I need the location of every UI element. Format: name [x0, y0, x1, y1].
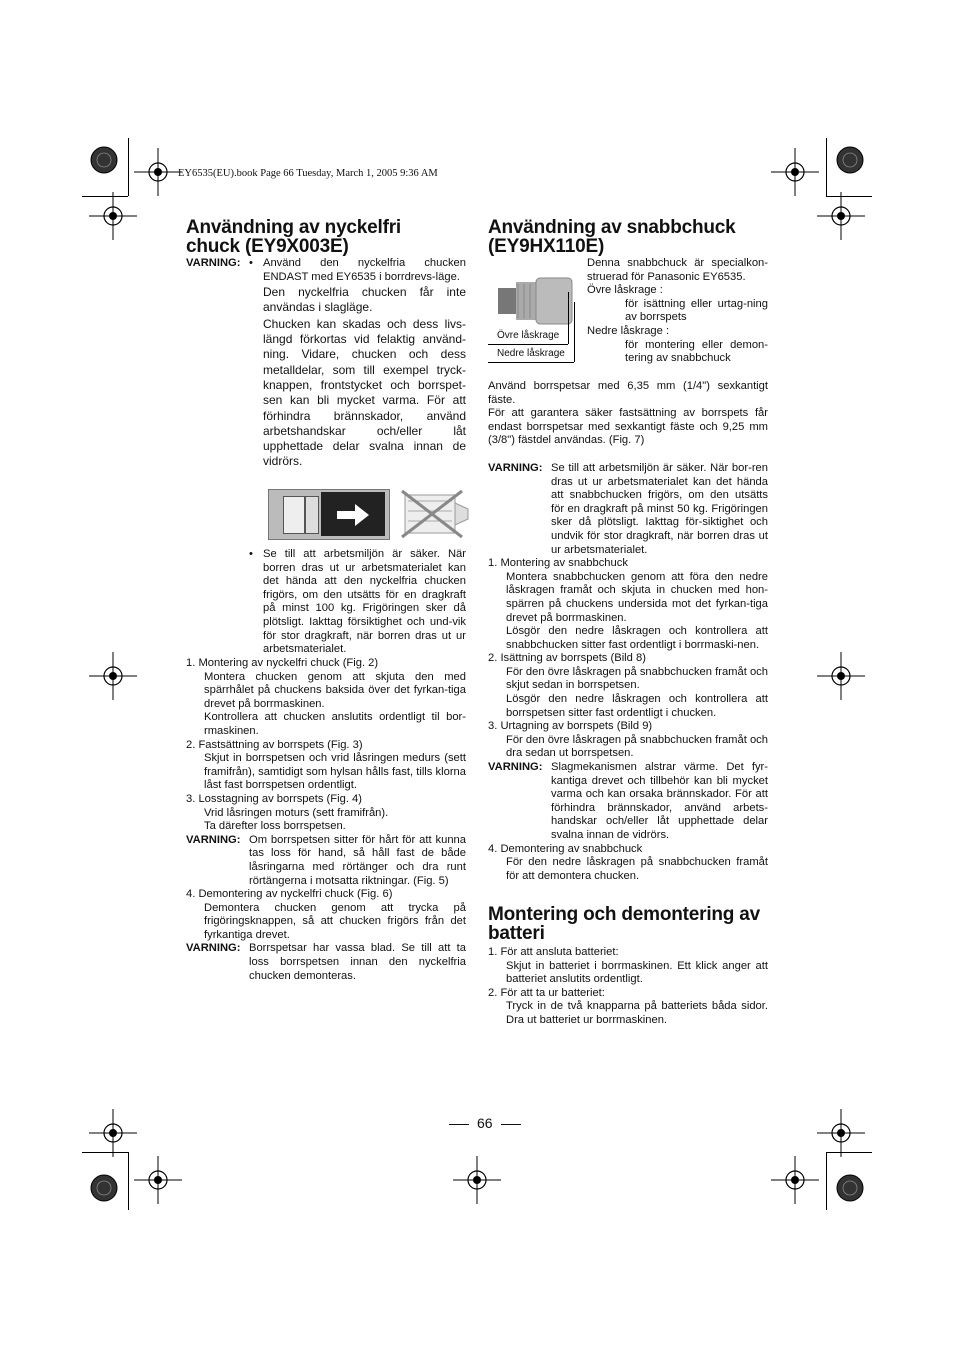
title-line: (EY9HX110E)	[488, 236, 605, 257]
mode-figure	[268, 489, 390, 540]
step-text: Lösgör den nedre låskragen och kontrollera att snabbchucken sitter fast ordentligt i borrmaski-nen.	[506, 625, 768, 651]
page-number-text: 66	[477, 1115, 493, 1131]
left-bullet2	[249, 548, 466, 657]
warning-text: Den nyckelfria chucken får inte användas i slagläge.	[263, 285, 466, 315]
step-text: Montera snabbchucken genom att föra den nedre låskragen framåt och skjuta in chucken med hon-spärren på chuckens undersida mot det fyrkan-tiga drevet på borrmaskinen.	[506, 570, 768, 624]
dash	[501, 1124, 521, 1125]
step-title: 2. Fastsättning av borrspets (Fig. 3)	[186, 738, 363, 751]
right-section-title	[488, 218, 788, 256]
fig-label-upper: Övre låskrage	[497, 330, 560, 341]
chuck-intro	[587, 257, 768, 366]
step-text: Skjut in borrspetsen och vrid låsringen medurs (sett framifrån), samtidigt som hylsan hålls fast, tills klorna låst fast borrspetsen ordentligt.	[204, 752, 466, 792]
step-text: Demontera chucken genom att trycka på frigöringsknappen, så att chucken frigörs från det fyrkantiga drevet.	[204, 901, 466, 941]
step-text: För den nedre låskragen på snabbchucken framåt för att demontera chucken.	[506, 856, 768, 882]
step-text: För den övre låskragen på snabbchucken framåt och skjut sedan in borrspetsen.	[506, 665, 768, 692]
left-warning-block	[186, 257, 466, 470]
page-number	[441, 1115, 529, 1131]
warning-text: Chucken kan skadas och dess livs-längd förkortas vid felaktig använd-ning. Vidare, chucken och dess metalldelar, som till exempel tryck-knappen, frontstycket och borrspet-sen kan bli mycket varma. För att förhindra brännskador, använd arbetshandskar och/eller låt upphettade delar svalna innan de vidrörs.	[263, 316, 466, 469]
para: För att garantera säker fastsättning av borrspets får endast borrspetsar med sexkantigt fäste och 9,25 mm (3/8") fästdel användas. (Fig. 7)	[488, 407, 768, 447]
arrow-right-icon	[335, 502, 371, 528]
battery-steps	[488, 946, 768, 1028]
para: Använd borrspetsar med 6,35 mm (1/4") sexkantigt fäste.	[488, 380, 768, 406]
step-title: 2. För att ta ur batteriet:	[488, 986, 605, 999]
dash	[449, 1124, 469, 1125]
fig-label-lower: Nedre låskrage	[497, 348, 565, 359]
bullet-glyph: •	[249, 548, 253, 560]
right-body	[488, 380, 768, 883]
step-title: 4. Demontering av nyckelfri chuck (Fig. 6)	[186, 888, 393, 901]
step-text: Montera chucken genom att skjuta den med spärrhålet på chuckens baksida över det fyrkan-tiga drevet på borrmaskinen.	[204, 670, 466, 710]
warning-label: VARNING:	[488, 761, 543, 774]
step-title: 4. Demontering av snabbchuck	[488, 842, 643, 855]
crossed-impact-icon	[400, 489, 472, 539]
chuck-illustration	[496, 270, 576, 330]
title-line: batteri	[488, 923, 545, 944]
warning-label: VARNING:	[186, 942, 241, 955]
left-steps	[186, 657, 466, 983]
title-line: chuck (EY9X003E)	[186, 236, 349, 257]
upper-label: Övre låskrage :	[587, 284, 663, 297]
step-text: Skjut in batteriet i borrmaskinen. Ett klick anger att batteriet anslutits ordentligt.	[506, 959, 768, 986]
step-title: 2. Isättning av borrspets (Bild 8)	[488, 652, 646, 665]
bullet-text: Se till att arbetsmiljön är säker. När borren dras ut ur arbetsmaterialet kan det hända att den nyckelfria chucken frigörs, om den utsätts för en dragkraft på minst 100 kg. Frigöringen sker då plötsligt. Iakttag försiktighet och und-vik för stor dragkraft, när borren dras ut ur arbetsmaterialet.	[263, 548, 466, 656]
fig-leader	[568, 292, 569, 344]
warning-text: Se till att arbetsmiljön är säker. När bor-ren dras ut ur arbetsmaterialet kan det hända att snabbchucken frigörs, om den utsätts för en dragkraft på minst 50 kg. Frigöringen sker då plötsligt. Iakttag för-siktighet och undvik för stor dragkraft, när borren dras ut ur arbetsmaterialet.	[551, 461, 768, 556]
chuck-figure	[488, 262, 580, 366]
step-title: 1. Montering av nyckelfri chuck (Fig. 2)	[186, 657, 379, 669]
upper-desc: för isättning eller urtag-ning av borrspets	[625, 297, 768, 324]
step-title: 1. Montering av snabbchuck	[488, 557, 628, 570]
bullet-glyph: •	[249, 257, 253, 269]
mode-panel	[283, 496, 305, 534]
mode-switch	[305, 496, 319, 534]
warning-label: VARNING:	[186, 257, 241, 269]
step-text: För den övre låskragen på snabbchucken framåt och dra sedan ut borrspetsen.	[506, 733, 768, 760]
title-line: Användning av snabbchuck	[488, 217, 736, 238]
warning-text: Om borrspetsen sitter för hårt för att kunna tas loss för hand, så håll fast de både låsringarna med rörtänger och dra runt rörtängerna i motsatta riktningar. (Fig. 5)	[249, 833, 466, 887]
lower-desc: för montering eller demon-tering av snabbchuck	[625, 338, 768, 365]
warning-text: Använd den nyckelfria chucken ENDAST med EY6535 i borrdrevs-läge.	[263, 257, 466, 283]
step-title: 3. Urtagning av borrspets (Bild 9)	[488, 720, 653, 733]
warning-text: Slagmekanismen alstrar värme. Det fyr-kantiga drevet och tillbehör kan bli mycket varma och kan orsaka brännskador. För att förhindra brännskador, använd arbets-handskar och/eller låt upphettade delar svalna innan de vidrörs.	[551, 761, 768, 841]
step-text: Tryck in de två knapparna på batteriets båda sidor. Dra ut batteriet ur borrmaskinen.	[506, 1000, 768, 1026]
title-line: Montering och demontering av	[488, 904, 761, 925]
step-title: 1. För att ansluta batteriet:	[488, 946, 619, 958]
step-text: Kontrollera att chucken anslutits ordentligt til bor-rmaskinen.	[204, 711, 466, 737]
lower-label: Nedre låskrage :	[587, 324, 670, 337]
step-title: 3. Losstagning av borrspets (Fig. 4)	[186, 792, 362, 805]
file-header: EY6535(EU).book Page 66 Tuesday, March 1, 2005 9:36 AM	[178, 168, 438, 179]
battery-section-title	[488, 905, 788, 943]
title-line: Användning av nyckelfri	[186, 217, 402, 238]
step-text: Ta därefter loss borrspetsen.	[204, 820, 346, 833]
intro-text: Denna snabbchuck är specialkon-struerad för Panasonic EY6535.	[587, 257, 768, 283]
warning-label: VARNING:	[488, 461, 543, 474]
fig-label-line	[488, 344, 568, 345]
left-section-title	[186, 218, 476, 256]
fig-leader	[574, 302, 575, 362]
warning-text: Borrspetsar har vassa blad. Se till att ta loss borrspetsen innan den nyckelfria chucken demonteras.	[249, 942, 466, 982]
step-text: Vrid låsringen moturs (sett framifrån).	[204, 806, 389, 819]
step-text: Lösgör den nedre låskragen och kontrollera att borrspetsen sitter fast ordentligt i chucken.	[506, 693, 768, 719]
fig-label-line	[488, 362, 574, 363]
warning-label: VARNING:	[186, 833, 241, 846]
